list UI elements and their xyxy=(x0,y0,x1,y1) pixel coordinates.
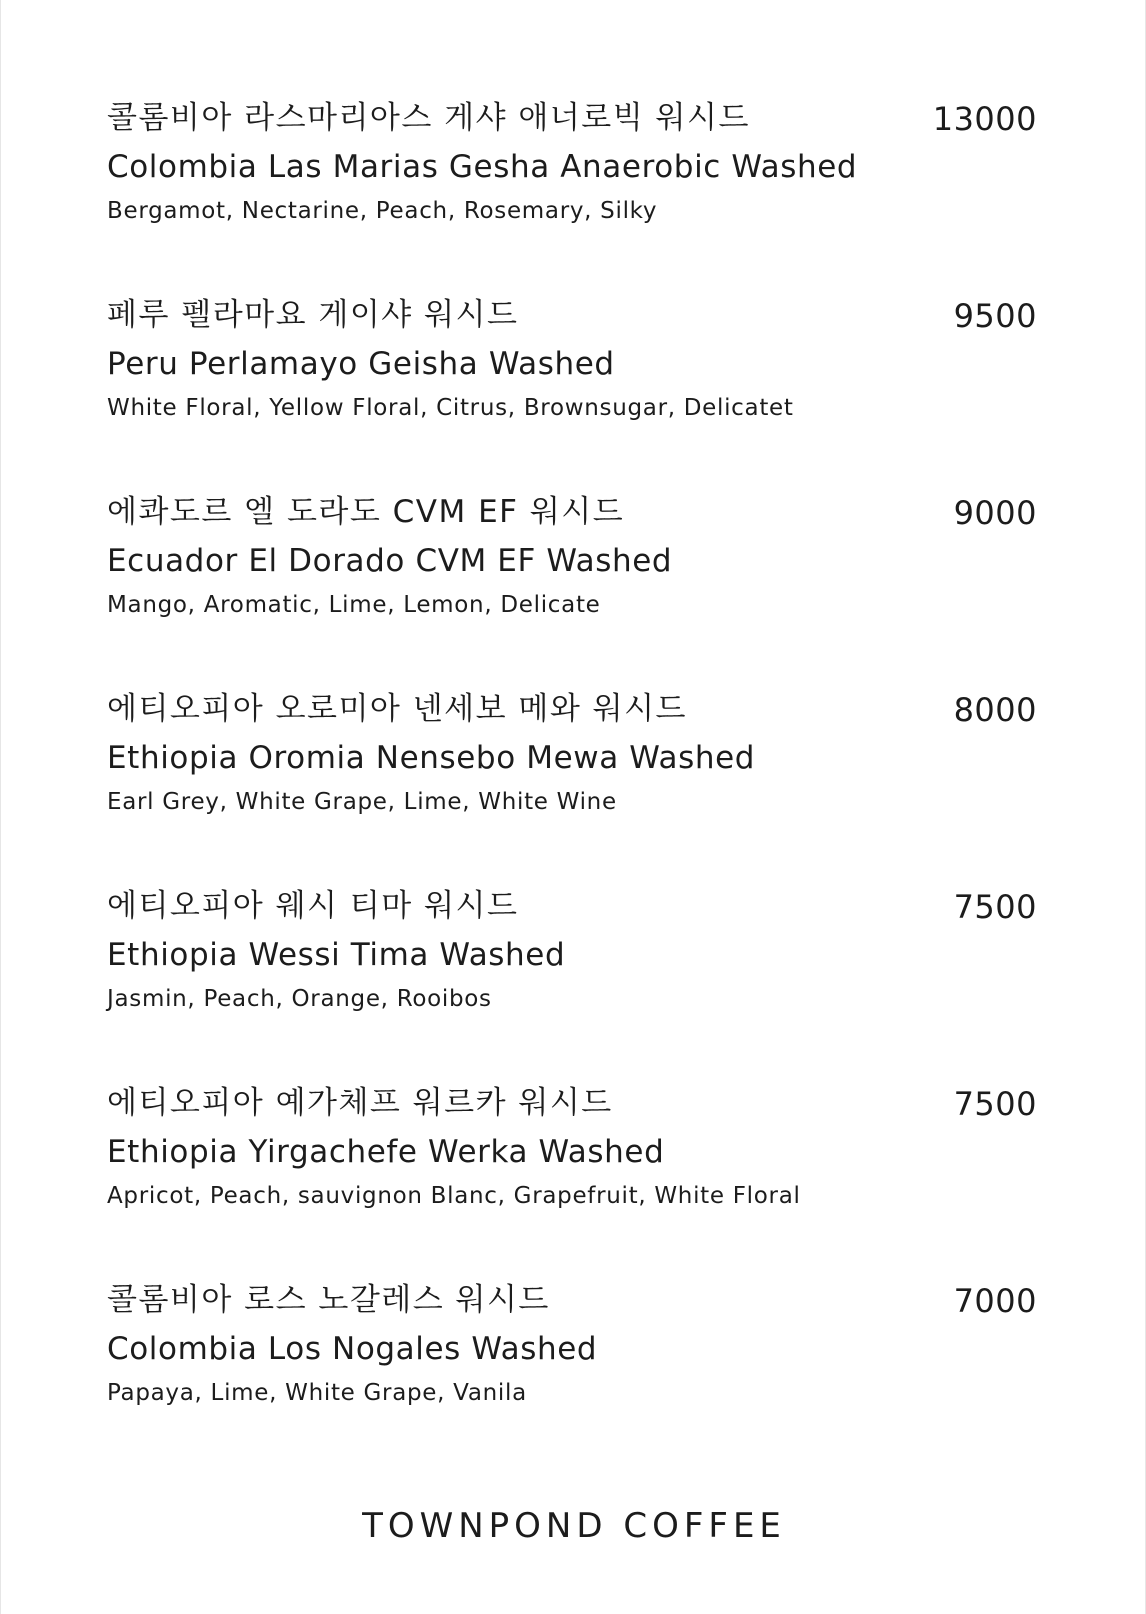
menu-item xyxy=(107,96,1037,293)
item-name-english: Colombia Las Marias Gesha Anaerobic Washed xyxy=(107,149,858,185)
item-name-korean: 페루 펠라마요 게이샤 워시드 xyxy=(107,297,519,333)
item-tasting-notes: Earl Grey, White Grape, Lime, White Wine xyxy=(107,789,617,815)
item-price: 9000 xyxy=(953,494,1037,532)
menu-item xyxy=(107,687,1037,884)
item-tasting-notes: Apricot, Peach, sauvignon Blanc, Grapefruit, White Floral xyxy=(107,1183,801,1209)
item-tasting-notes: Bergamot, Nectarine, Peach, Rosemary, Silky xyxy=(107,198,658,224)
menu-item xyxy=(107,1278,1037,1475)
item-name-korean: 에티오피아 예가체프 워르카 워시드 xyxy=(107,1085,613,1121)
item-name-korean: 에티오피아 오로미아 넨세보 메와 워시드 xyxy=(107,691,687,727)
coffee-menu-list xyxy=(107,96,1037,1475)
item-name-english: Ethiopia Yirgachefe Werka Washed xyxy=(107,1134,665,1170)
item-tasting-notes: White Floral, Yellow Floral, Citrus, Brownsugar, Delicatet xyxy=(107,395,794,421)
item-name-english: Ecuador El Dorado CVM EF Washed xyxy=(107,543,673,579)
menu-item xyxy=(107,490,1037,687)
item-tasting-notes: Papaya, Lime, White Grape, Vanila xyxy=(107,1380,527,1406)
menu-item xyxy=(107,884,1037,1081)
item-name-english: Peru Perlamayo Geisha Washed xyxy=(107,346,615,382)
menu-item xyxy=(107,1081,1037,1278)
item-price: 7500 xyxy=(953,1085,1037,1123)
item-name-english: Ethiopia Oromia Nensebo Mewa Washed xyxy=(107,740,756,776)
item-price: 7500 xyxy=(953,888,1037,926)
brand-footer: TOWNPOND COFFEE xyxy=(362,1506,786,1546)
item-name-korean: 에티오피아 웨시 티마 워시드 xyxy=(107,888,519,924)
item-price: 9500 xyxy=(953,297,1037,335)
item-price: 13000 xyxy=(932,100,1037,138)
item-name-english: Ethiopia Wessi Tima Washed xyxy=(107,937,566,973)
item-name-korean: 콜롬비아 로스 노갈레스 워시드 xyxy=(107,1282,550,1318)
item-name-korean: 에콰도르 엘 도라도 CVM EF 워시드 xyxy=(107,494,625,530)
item-tasting-notes: Mango, Aromatic, Lime, Lemon, Delicate xyxy=(107,592,601,618)
item-price: 7000 xyxy=(953,1282,1037,1320)
item-name-korean: 콜롬비아 라스마리아스 게샤 애너로빅 워시드 xyxy=(107,100,750,136)
menu-item xyxy=(107,293,1037,490)
item-price: 8000 xyxy=(953,691,1037,729)
item-name-english: Colombia Los Nogales Washed xyxy=(107,1331,598,1367)
item-tasting-notes: Jasmin, Peach, Orange, Rooibos xyxy=(107,986,492,1012)
